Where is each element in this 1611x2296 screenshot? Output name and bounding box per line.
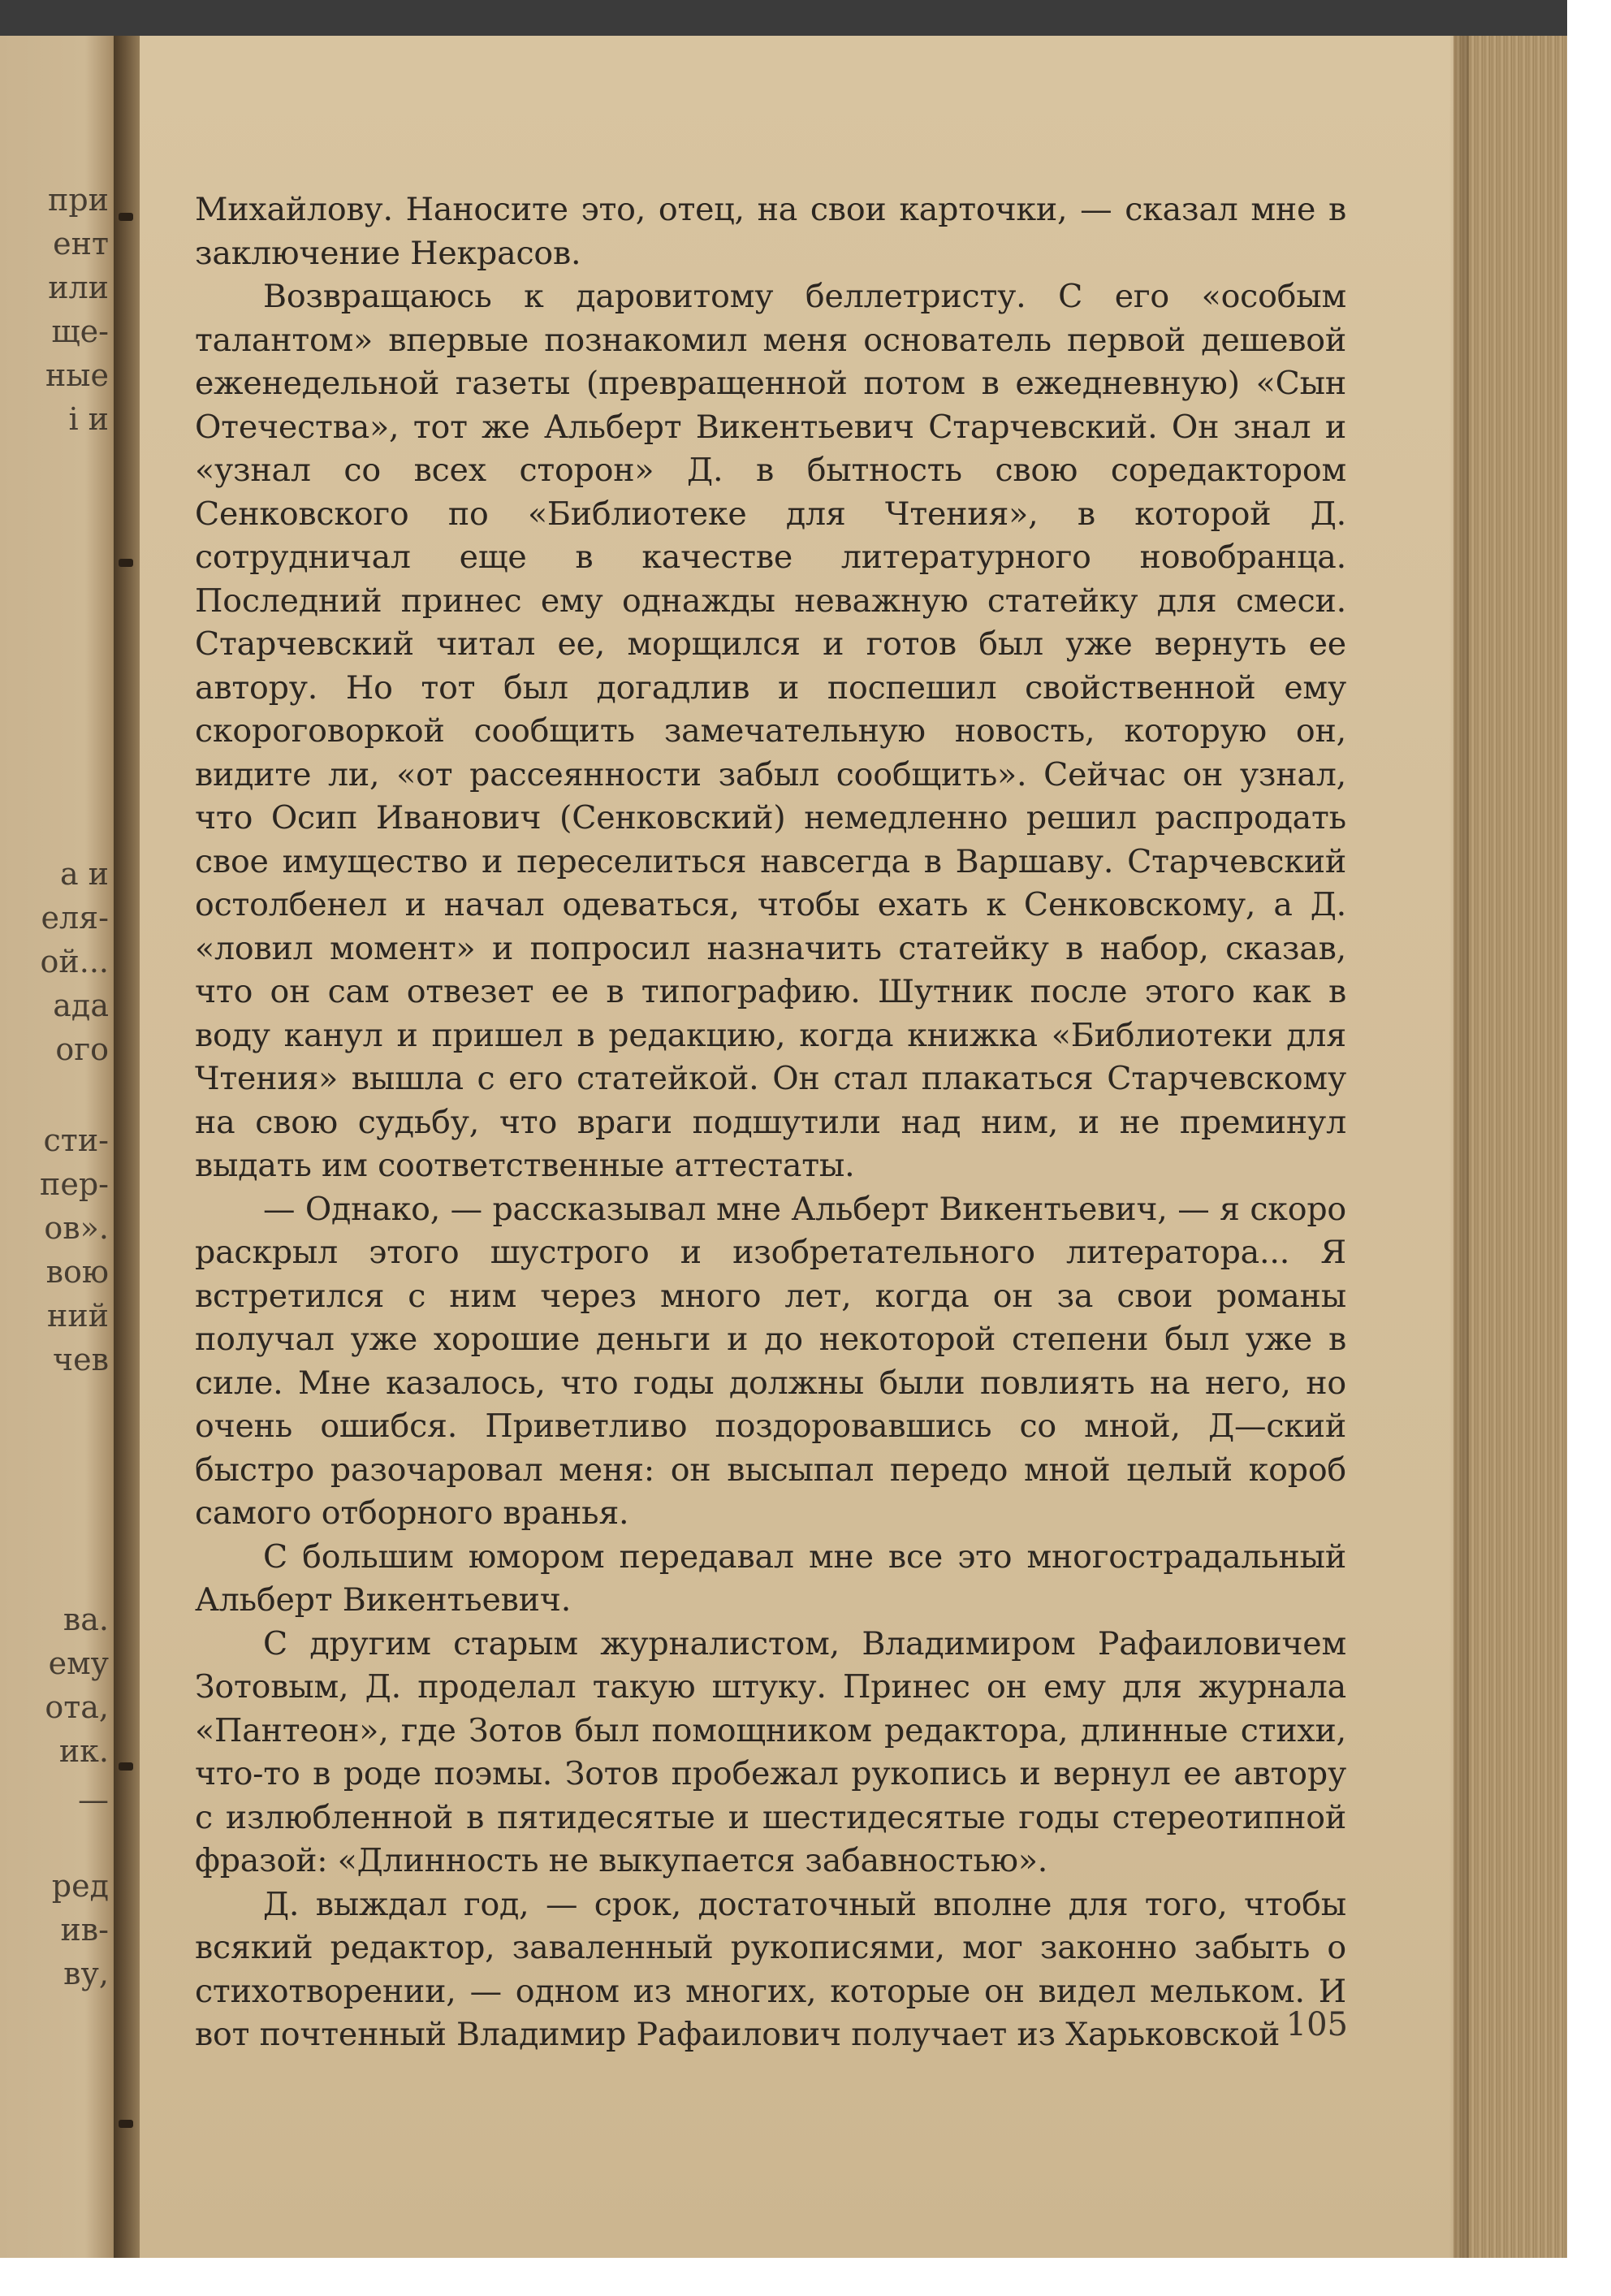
previous-page-fragment: ему bbox=[48, 1645, 109, 1681]
page-edge-shadow bbox=[1449, 36, 1469, 2258]
previous-page-fragment: ний bbox=[47, 1298, 109, 1334]
previous-page-fragment: ще- bbox=[51, 313, 109, 349]
previous-page-fragment: ив- bbox=[60, 1912, 109, 1948]
page-block-edge bbox=[1453, 36, 1567, 2258]
scan-margin-right bbox=[1567, 0, 1611, 2296]
binding-thread-mark bbox=[119, 2120, 133, 2128]
scanner-frame-top bbox=[0, 0, 1567, 36]
paragraph: Д. выждал год, — срок, достаточный вполне для того, чтобы всякий редактор, заваленный рукописями, мог законно забыть о стихотворении, — одном из многих, которые он видел мельком. И вот почтенный Владимир Рафаилович получает из Харьковской bbox=[195, 1885, 1346, 2053]
previous-page-fragment: ент bbox=[53, 226, 109, 262]
previous-page-fragment: ада bbox=[53, 988, 109, 1023]
paragraph: С большим юмором передавал мне все это многострадальный Альберт Викентьевич. bbox=[195, 1537, 1346, 1619]
previous-page-fragment: ик. bbox=[58, 1733, 109, 1769]
previous-page-fragment: пер- bbox=[40, 1166, 109, 1202]
previous-page-fragment: или bbox=[48, 270, 109, 305]
paragraph: С другим старым журналистом, Владимиром Рафаиловичем Зотовым, Д. проделал такую штуку. Принес он ему для журнала «Пантеон», где Зотов был помощником редактора, длинные стихи, что-то в роде поэмы. Зотов пробежал рукопись и вернул ее автору с излюбленной в пятидесятые и шестидесятые годы стереотипной фразой: «Длинность не выкупается забавностью». bbox=[195, 1624, 1346, 1879]
previous-page-edge bbox=[0, 36, 122, 2258]
binding-thread-mark bbox=[119, 559, 133, 567]
scan-margin-bottom bbox=[0, 2258, 1567, 2296]
previous-page-fragment: чев bbox=[52, 1342, 109, 1377]
previous-page-fragment: ные bbox=[45, 357, 109, 393]
previous-page-fragment: а и bbox=[59, 856, 109, 892]
previous-page-fragment: ого bbox=[55, 1031, 109, 1067]
previous-page-fragment: і и bbox=[68, 401, 109, 437]
binding-thread-mark bbox=[119, 213, 133, 221]
page-number: 105 bbox=[1285, 2006, 1348, 2043]
previous-page-fragment: ву, bbox=[63, 1956, 109, 1991]
paragraph: Возвращаюсь к даровитому беллетристу. С его «особым талантом» впервые познакомил меня основатель первой дешевой еженедельной газеты (превращенной потом в ежедневную) «Сын Отечества», тот же Альберт Викентьевич Старчевский. Он знал и «узнал со всех сторон» Д. в бытность свою соредактором Сенковского по «Библиотеке для Чтения», в которой Д. сотрудничал еще в качестве литературного новобранца. Последний принес ему однажды неважную статейку для смеси. Старчевский читал ее, морщился и готов был уже вернуть ее автору. Но тот был догадлив и поспешил свойственной ему скороговоркой сообщить замечательную новость, которую он, видите ли, «от рассеянности забыл сообщить». Сейчас он узнал, что Осип Иванович (Сенковский) немедленно решил распродать свое имущество и переселиться навсегда в Варшаву. Старчевский остолбенел и начал одеваться, чтобы ехать к Сенковскому, а Д. «ловил момент» и попросил назначить статейку в набор, сказав, что он сам отвезет ее в типографию. Шутник после этого как в воду канул и пришел в редакцию, когда книжка «Библиотеки для Чтения» вышла с его статейкой. Он стал плакаться Старчевскому на свою судьбу, что враги подшутили над ним, и не преминул выдать им соответственные аттестаты. bbox=[195, 278, 1346, 1184]
previous-page-fragment: при bbox=[48, 182, 109, 218]
paragraph: — Однако, — рассказывал мне Альберт Викентьевич, — я скоро раскрыл этого шустрого и изобретательного литератора... Я встретился с ним через много лет, когда он за свои романы получал уже хорошие деньги и до некоторой степени был уже в силе. Мне казалось, что годы должны были повлиять на него, но очень ошибся. Приветливо поздоровавшись со мной, Д—ский быстро разочаровал меня: он высыпал передо мной целый короб самого отборного вранья. bbox=[195, 1190, 1346, 1532]
paragraph: Михайлову. Наносите это, отец, на свои карточки, — сказал мне в заключение Некрасов. bbox=[195, 191, 1346, 272]
previous-page-fragment: ва. bbox=[63, 1602, 109, 1637]
previous-page-fragment: сти- bbox=[43, 1122, 109, 1158]
previous-page-fragment: еля- bbox=[41, 900, 109, 936]
previous-page-fragment: ред bbox=[51, 1868, 109, 1904]
page-body-text bbox=[195, 188, 1346, 2057]
previous-page-fragment: ов». bbox=[44, 1210, 109, 1246]
previous-page-fragment: — bbox=[78, 1782, 109, 1818]
previous-page-fragment: вою bbox=[45, 1254, 109, 1290]
book-gutter bbox=[114, 36, 143, 2258]
binding-thread-mark bbox=[119, 1762, 133, 1771]
previous-page-fragment: ой... bbox=[40, 944, 109, 979]
previous-page-fragment: ота, bbox=[45, 1689, 109, 1725]
